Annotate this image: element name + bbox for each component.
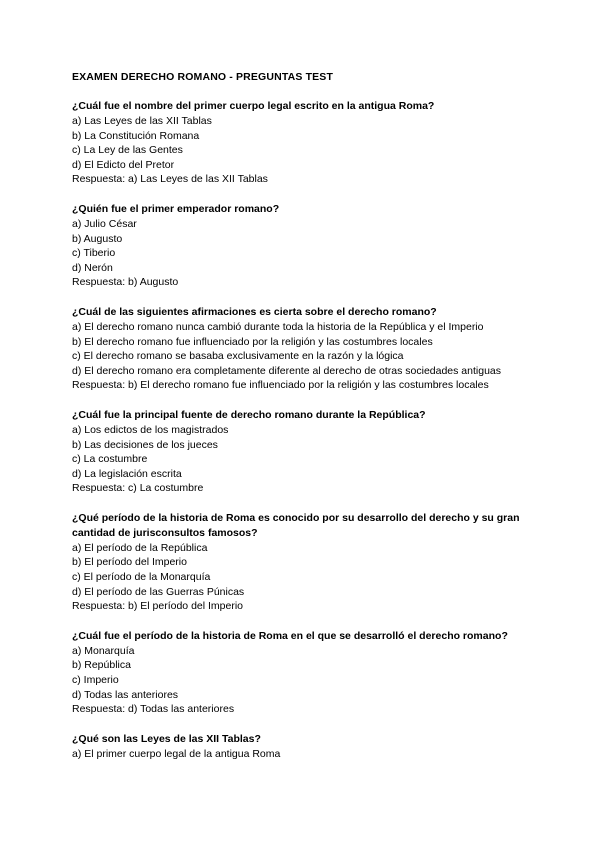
option-b: b) Las decisiones de los jueces: [72, 438, 218, 451]
option-d: d) El Edicto del Pretor: [72, 158, 175, 171]
option-c: c) La Ley de las Gentes: [72, 144, 183, 157]
option-c: c) Tiberio: [72, 247, 116, 260]
answer-line: Respuesta: b) El derecho romano fue influenciado por la religión y las costumbres locales: [72, 379, 489, 392]
answer-line: Respuesta: b) El período del Imperio: [72, 600, 244, 613]
question-1: [72, 99, 542, 187]
question-4: [72, 408, 542, 496]
option-a: a) Las Leyes de las XII Tablas: [72, 115, 212, 127]
option-b: b) La Constitución Romana: [72, 129, 200, 142]
question-text: ¿Quién fue el primer emperador romano?: [72, 202, 280, 215]
option-c: c) El derecho romano se basaba exclusivamente en la razón y la lógica: [72, 350, 404, 363]
option-a: a) El primer cuerpo legal de la antigua Roma: [72, 747, 281, 760]
question-text: ¿Qué período de la historia de Roma es conocido por su desarrollo del derecho y su gran cantidad de jurisconsultos famosos?: [72, 511, 520, 539]
option-a: a) El derecho romano nunca cambió durante toda la historia de la República y el Imperio: [72, 320, 484, 333]
option-b: b) El período del Imperio: [72, 556, 187, 569]
question-3: [72, 305, 542, 393]
option-c: c) La costumbre: [72, 453, 148, 466]
answer-line: Respuesta: a) Las Leyes de las XII Tablas: [72, 173, 268, 186]
option-d: d) Todas las anteriores: [72, 688, 179, 701]
question-7: [72, 732, 542, 762]
question-text: ¿Cuál de las siguientes afirmaciones es cierta sobre el derecho romano?: [72, 305, 437, 318]
option-b: b) Augusto: [72, 232, 123, 245]
document-title: EXAMEN DERECHO ROMANO - PREGUNTAS TEST: [72, 71, 334, 83]
option-c: c) El período de la Monarquía: [72, 571, 211, 584]
answer-line: Respuesta: d) Todas las anteriores: [72, 703, 235, 716]
option-b: b) El derecho romano fue influenciado por la religión y las costumbres locales: [72, 335, 433, 348]
option-d: d) El período de las Guerras Púnicas: [72, 585, 245, 598]
question-2: [72, 202, 542, 290]
document-page: [72, 70, 542, 776]
option-a: a) Monarquía: [72, 644, 135, 657]
question-text: ¿Cuál fue el nombre del primer cuerpo legal escrito en la antigua Roma?: [72, 100, 435, 112]
question-6: [72, 629, 542, 717]
option-c: c) Imperio: [72, 674, 119, 687]
question-text: ¿Qué son las Leyes de las XII Tablas?: [72, 732, 261, 745]
question-text: ¿Cuál fue la principal fuente de derecho romano durante la República?: [72, 408, 426, 421]
answer-line: Respuesta: b) Augusto: [72, 276, 179, 289]
option-d: d) Nerón: [72, 261, 113, 274]
question-text: ¿Cuál fue el período de la historia de Roma en el que se desarrolló el derecho romano?: [72, 629, 508, 642]
option-d: d) La legislación escrita: [72, 467, 182, 480]
answer-line: Respuesta: c) La costumbre: [72, 482, 204, 495]
option-d: d) El derecho romano era completamente diferente al derecho de otras sociedades antiguas: [72, 364, 502, 377]
option-a: a) Julio César: [72, 217, 137, 230]
option-b: b) República: [72, 659, 131, 672]
option-a: a) Los edictos de los magistrados: [72, 423, 229, 436]
option-a: a) El período de la República: [72, 541, 208, 554]
question-5: [72, 511, 542, 614]
